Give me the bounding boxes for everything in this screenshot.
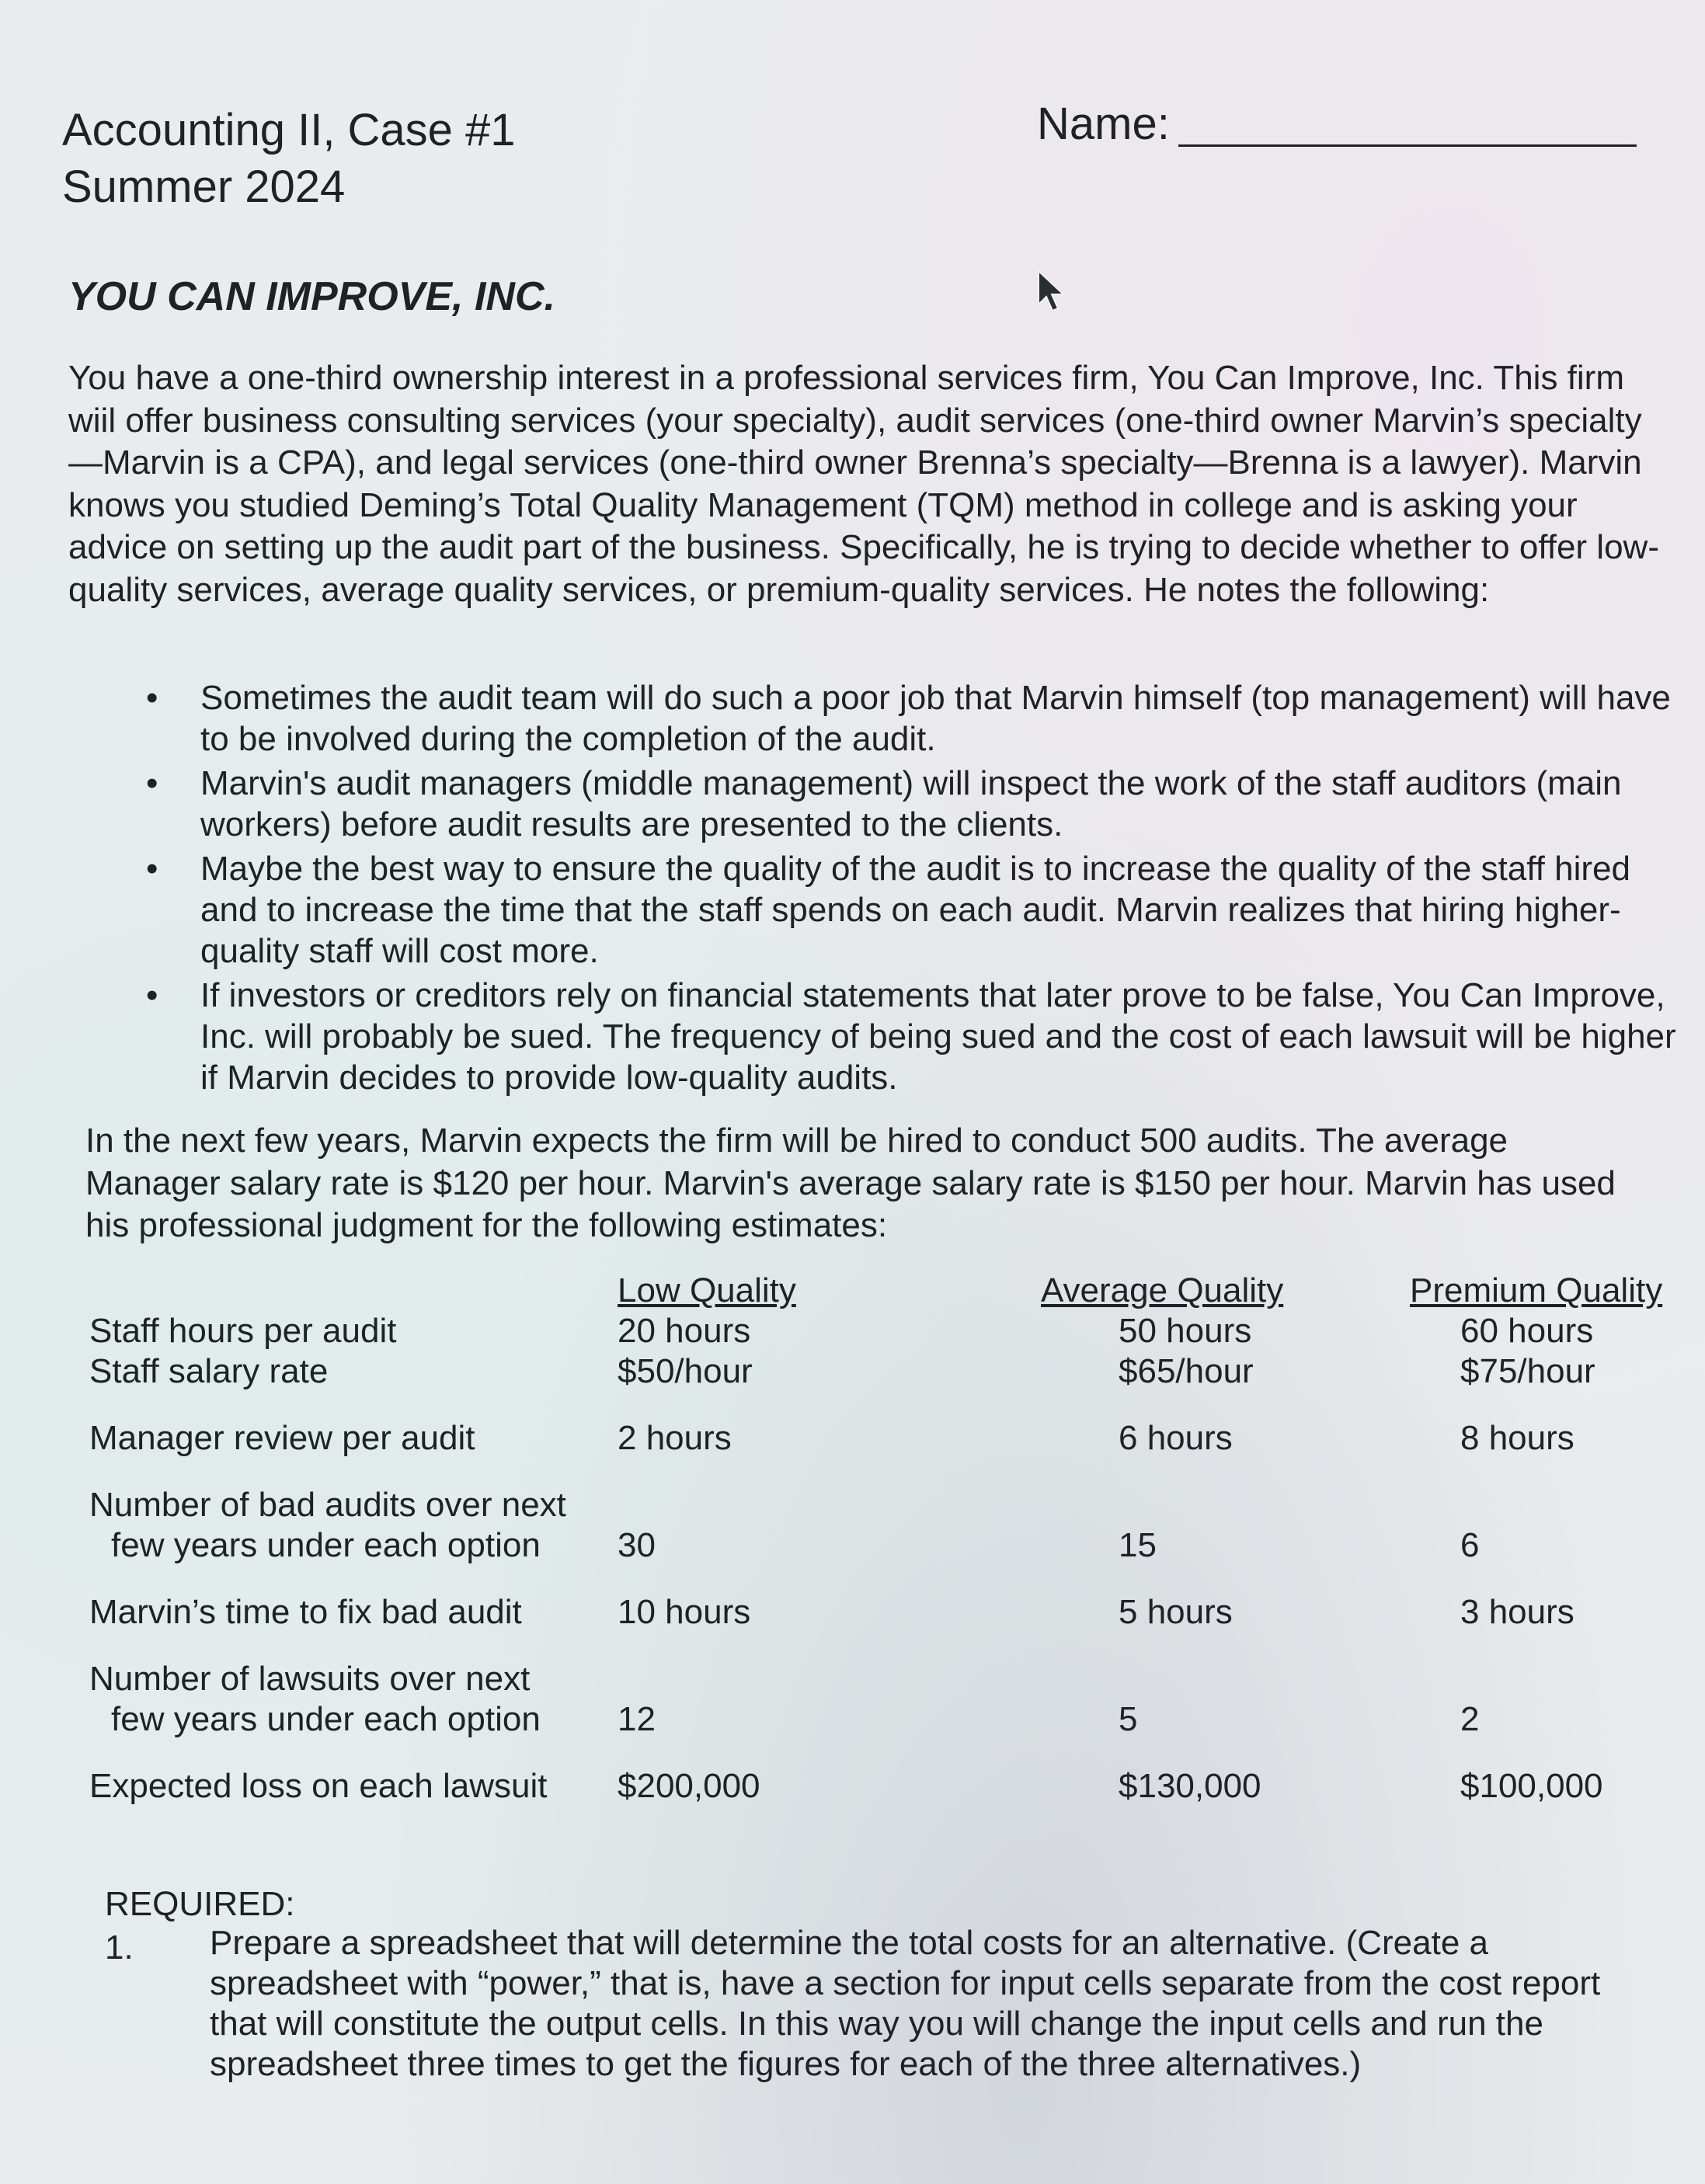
row-label: Expected loss on each lawsuit (89, 1767, 548, 1805)
cell-premium: $75/hour (1460, 1352, 1595, 1390)
term-label: Summer 2024 (62, 162, 346, 212)
estimates-table (89, 1271, 1663, 1807)
list-item: • Maybe the best way to ensure the quality of the audit is to increase the quality of the staff hired and to increase the time that the staff spends on each audit. Marvin realizes that hiring higher-quality staff will cost more. (146, 850, 1630, 970)
table-row (89, 1311, 1658, 1351)
cell-premium: 60 hours (1460, 1312, 1594, 1350)
cell-low: 10 hours (618, 1593, 751, 1631)
cell-low: 30 (618, 1526, 656, 1564)
cell-low: 12 (618, 1700, 656, 1738)
table-row (89, 1351, 1658, 1392)
cell-average: 5 (1119, 1700, 1138, 1738)
row-label: Number of bad audits over next few years under each option (89, 1486, 566, 1564)
cell-low: $50/hour (618, 1352, 753, 1390)
bullet-icon: • (146, 679, 158, 717)
row-label: Manager review per audit (89, 1419, 475, 1457)
required-item-number: 1. (105, 1928, 134, 1967)
table-row (89, 1766, 1658, 1807)
cell-premium: 3 hours (1460, 1593, 1575, 1631)
list-item: • If investors or creditors rely on financial statements that later prove to be false, You Can Improve, Inc. will probably be sued. The frequency of being sued and the cost of each lawsuit will be higher if Marvin decides to provide low-quality audits. (146, 976, 1676, 1097)
column-header-average-quality: Average Quality (1041, 1271, 1284, 1309)
row-label: Marvin’s time to fix bad audit (89, 1593, 522, 1631)
required-heading: REQUIRED: (105, 1885, 295, 1923)
case-title: YOU CAN IMPROVE, INC. (68, 274, 555, 319)
cell-premium: 8 hours (1460, 1419, 1575, 1457)
name-field[interactable] (1037, 96, 1639, 158)
table-row (89, 1592, 1658, 1633)
course-title: Accounting II, Case #1 (62, 105, 516, 155)
bullet-icon: • (146, 976, 158, 1014)
row-label: Staff hours per audit (89, 1312, 397, 1350)
row-label: Number of lawsuits over next few years under each option (89, 1660, 541, 1738)
table-row (89, 1485, 1658, 1566)
bullet-icon: • (146, 850, 158, 888)
cell-low: 2 hours (618, 1419, 732, 1457)
cell-low: 20 hours (618, 1312, 751, 1350)
cell-average: 5 hours (1119, 1593, 1233, 1631)
required-item-text: Prepare a spreadsheet that will determine the total costs for an alternative. (Create a spreadsheet with “power,” that is, have a section for input cells separate from the cost report that will constitute the output cells. In this way you will change the input cells and run the spreadsheet three times to get the figures for each of the three alternatives.) (210, 1924, 1601, 2083)
cell-premium: 2 (1460, 1700, 1480, 1738)
list-item: • Marvin's audit managers (middle management) will inspect the work of the staff auditors (main workers) before audit results are presented to the clients. (146, 764, 1622, 843)
cell-average: 50 hours (1119, 1312, 1252, 1350)
table-row (89, 1659, 1658, 1740)
mouse-cursor-icon (1035, 269, 1068, 315)
table-row (89, 1418, 1658, 1459)
cell-average: 15 (1119, 1526, 1157, 1564)
name-underline (1178, 144, 1637, 147)
cell-average: $130,000 (1119, 1767, 1261, 1805)
column-header-low-quality: Low Quality (618, 1271, 796, 1309)
row-label: Staff salary rate (89, 1352, 329, 1390)
cell-average: 6 hours (1119, 1419, 1233, 1457)
estimates-intro-paragraph: In the next few years, Marvin expects the firm will be hired to conduct 500 audits. The average Manager salary rate is $120 per hour. Marvin's average salary rate is $150 per hour. Marvin has used his professional judgment for the following estimates: (85, 1122, 1616, 1244)
list-item: • Sometimes the audit team will do such a poor job that Marvin himself (top management) will have to be involved during the completion of the audit. (146, 679, 1671, 758)
intro-paragraph: You have a one-third ownership interest in a professional services firm, You Can Improve, Inc. This firm wiil offer business consulting services (your specialty), audit services (one-third owner Marvin’s specialty—Marvin is a CPA), and legal services (one-third owner Brenna’s specialty—Brenna is a lawyer). Marvin knows you studied Deming’s Total Quality Management (TQM) method in college and is asking your advice on setting up the audit part of the business. Specifically, he is trying to decide whether to offer low-quality services, average quality services, or premium-quality services. He notes the following: (68, 359, 1659, 609)
cell-average: $65/hour (1119, 1352, 1254, 1390)
cell-premium: 6 (1460, 1526, 1480, 1564)
observations-list (146, 677, 1676, 1101)
column-header-premium-quality: Premium Quality (1410, 1271, 1663, 1309)
cell-premium: $100,000 (1460, 1767, 1603, 1805)
bullet-icon: • (146, 764, 158, 802)
cell-low: $200,000 (618, 1767, 760, 1805)
name-label: Name: (1037, 99, 1170, 149)
table-header-row (89, 1271, 1658, 1311)
